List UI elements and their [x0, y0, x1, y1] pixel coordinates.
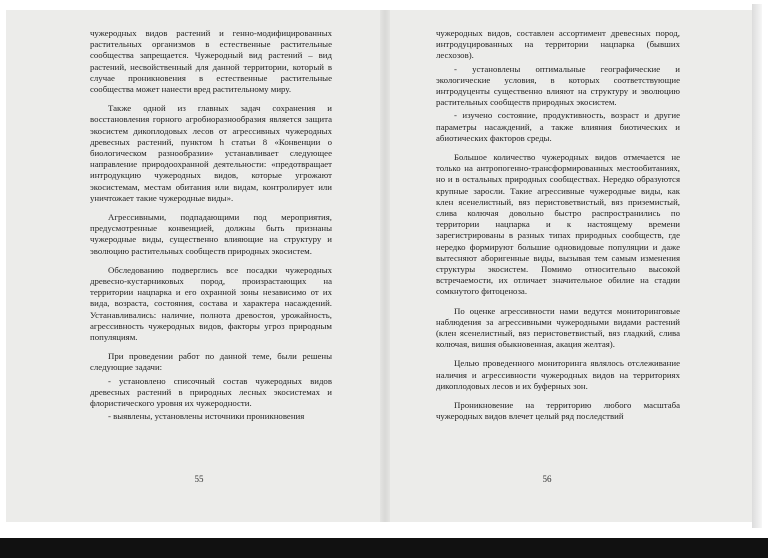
right-paragraph-1: чужеродных видов, составлен ассортимент древесных пород, интродуцированных на территории нацпарка (бывших лесхозов).	[436, 28, 680, 61]
page-edge-shadow	[752, 4, 762, 528]
right-page	[436, 28, 680, 423]
left-list-item-1: - установлено списочный состав чужеродных видов древесных растений в природных лесных экосистемах и флористического уровня их чужеродности.	[90, 375, 332, 409]
left-page-number: 55	[194, 474, 204, 484]
right-paragraph-4: Целью проведенного мониторинга являлось отслеживание наличия и агрессивности чужеродных видов на территориях дикоплодовых лесов и их буферных зон.	[436, 358, 680, 391]
right-paragraph-2: Большое количество чужеродных видов отмечается не только на антропогенно-трансформированных местообитаниях, но и в остальных природных сообществах. Нередко образуются крупные заросли. Такие агрессивные чужеродные виды, как клен ясенелистный, вяз перистоветвистый, вяз приземистый, слива колючая довольно быстро распространились по территории нацпарка и к настоящему времени зарегистрированы в разных типах природных сообществ, где нередко формируют большие одновидовые популяции и даже вытесняют аборигенные виды, вызывая тем самым изменения структуры экосистем. Помимо относительно высокой встречаемости, их отличает значительное обилие на стадии сомкнутого фитоценоза.	[436, 152, 680, 297]
scanner-bottom-edge	[0, 538, 768, 558]
right-list-item-1: - установлены оптимальные географические и экологические условия, в которых соответствующие интродуценты существенно влияют на структуру и эволюцию растительных сообществ природных экосистем.	[436, 63, 680, 108]
left-paragraph-1: чужеродных видов растений и генно-модифицированных растительных организмов в естественные растительные сообщества запрещается. Чужеродный вид растений – вид растений, несвойственный для данной территории, который в случае проникновения в естественные растительные сообщества может нанести вред растительному миру.	[90, 28, 332, 95]
book-spine	[380, 10, 390, 522]
left-paragraph-2: Также одной из главных задач сохранения и восстановления горного агробиоразнообразия является защита экосистем дикоплодовых лесов от агрессивных чужеродных древесных растений, пунктом h статьи 8 «Конвенции о биологическом разнообразии» устанавливает следующее направление природоохранной деятельности: «предотвращает интродукцию чужеродных видов, которые угрожают экосистемам, местам обитания или видам, контролирует или уничтожает такие чужеродные виды».	[90, 103, 332, 203]
right-paragraph-5: Проникновение на территорию любого масштаба чужеродных видов влечет целый ряд последствий	[436, 400, 680, 422]
left-paragraph-3: Агрессивными, подпадающими под мероприятия, предусмотренные конвенцией, должны быть признаны чужеродные виды, существенно влияющие на структуру и эволюцию растительных сообществ природных экосистем.	[90, 212, 332, 256]
right-list-item-2: - изучено состояние, продуктивность, возраст и другие параметры насаждений, а также влияния биотических и абиотических факторов среды.	[436, 110, 680, 143]
left-paragraph-4: Обследованию подверглись все посадки чужеродных древесно-кустарниковых пород, произрастающих на территории нацпарка и его охранной зоны независимо от их вида, возраста, состояния, состава и характера насаждений. Устанавливались: наличие, полнота древостоя, урожайность, агрессивность чужеродных видов, факторы угроз природным популяциям.	[90, 264, 332, 343]
left-list-item-2: - выявлены, установлены источники проникновения	[108, 411, 305, 422]
left-page	[90, 28, 332, 423]
right-page-number: 56	[542, 474, 552, 484]
right-paragraph-3: По оценке агрессивности нами ведутся мониторинговые наблюдения за агрессивными чужеродными видами растений (клен ясенелистный, вяз перистоветвистый, вяз гладкий, слива колючая, вишня обыкновенная, акация желтая).	[436, 305, 680, 350]
left-paragraph-5: При проведении работ по данной теме, были решены следующие задачи:	[90, 351, 332, 373]
